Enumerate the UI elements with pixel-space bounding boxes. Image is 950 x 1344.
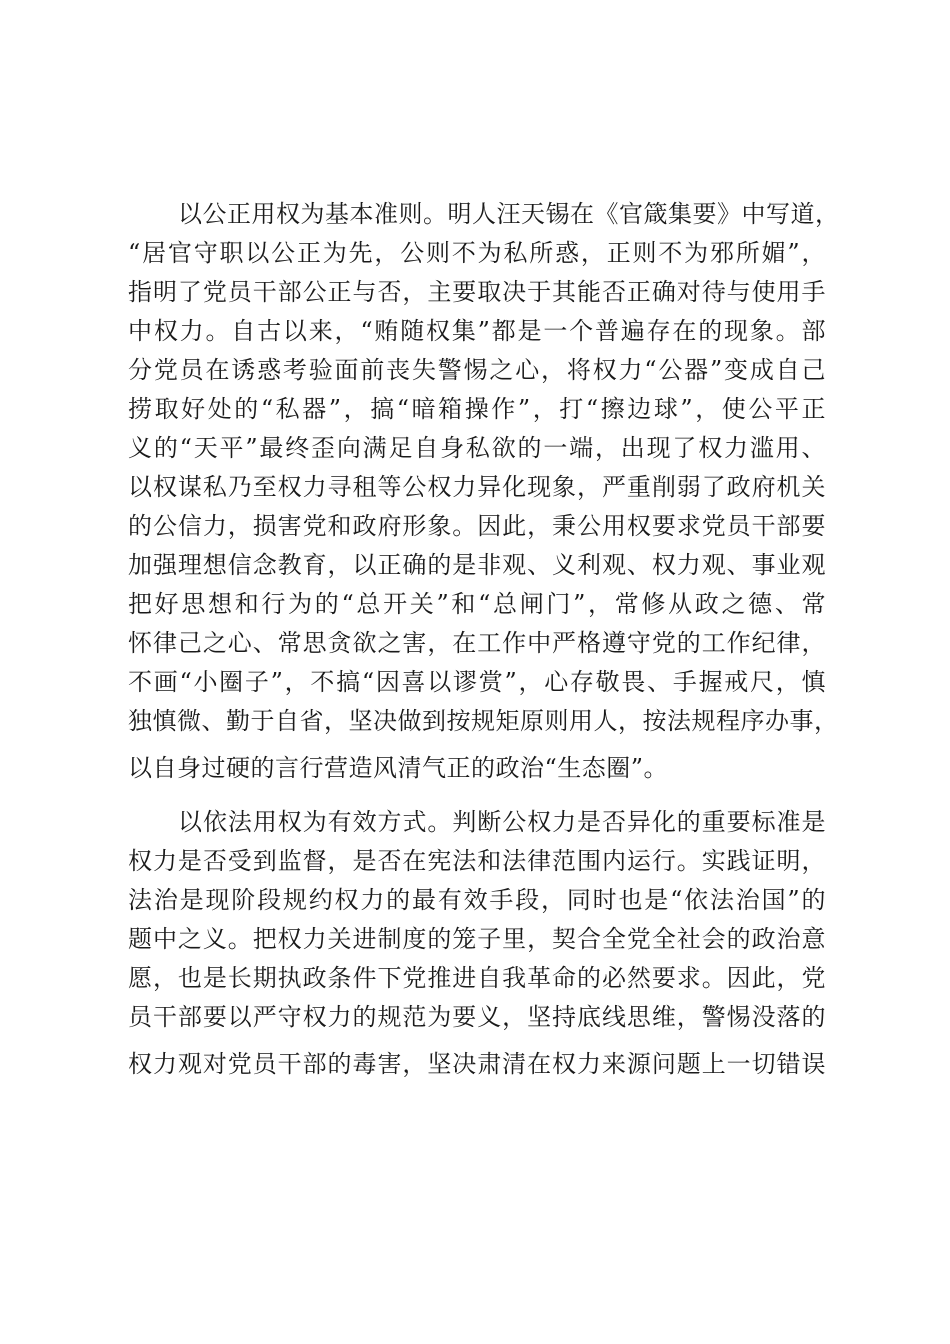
- paragraph-line: 分党员在诱惑考验面前丧失警惕之心，将权力“公器”变成自己: [128, 356, 826, 384]
- paragraph-line: 以权谋私乃至权力寻租等公权力异化现象，严重削弱了政府机关: [128, 473, 826, 501]
- paragraph-line: 权力观对党员干部的毒害，坚决肃清在权力来源问题上一切错误: [128, 1050, 826, 1078]
- paragraph-line: 中权力。自古以来，“贿随权集”都是一个普遍存在的现象。部: [128, 317, 826, 345]
- paragraph-line: 独慎微、勤于自省，坚决做到按规矩原则用人，按法规程序办事，: [128, 707, 839, 735]
- paragraph-line: 以依法用权为有效方式。判断公权力是否异化的重要标准是: [178, 808, 826, 836]
- paragraph-line: 把好思想和行为的“总开关”和“总闸门”，常修从政之德、常: [128, 590, 826, 618]
- paragraph-line: 法治是现阶段规约权力的最有效手段，同时也是“依法治国”的: [128, 886, 826, 914]
- paragraph-line: 不画“小圈子”，不搞“因喜以谬赏”，心存敬畏、手握戒尺，慎: [128, 668, 826, 696]
- paragraph-line: 以公正用权为基本准则。明人汪天锡在《官箴集要》中写道，: [178, 200, 840, 228]
- paragraph-line: 以自身过硬的言行营造风清气正的政治“生态圈”。: [128, 754, 669, 782]
- paragraph-line: 捞取好处的“私器”，搞“暗箱操作”，打“擦边球”，使公平正: [128, 395, 826, 423]
- paragraph-line: 指明了党员干部公正与否，主要取决于其能否正确对待与使用手: [128, 278, 826, 306]
- paragraph-line: 题中之义。把权力关进制度的笼子里，契合全党全社会的政治意: [128, 925, 826, 953]
- paragraph-line: 员干部要以严守权力的规范为要义，坚持底线思维，警惕没落的: [128, 1003, 826, 1031]
- paragraph-line: 愿，也是长期执政条件下党推进自我革命的必然要求。因此，党: [128, 964, 826, 992]
- paragraph-line: 的公信力，损害党和政府形象。因此，秉公用权要求党员干部要: [128, 512, 826, 540]
- paragraph-line: 义的“天平”最终歪向满足自身私欲的一端，出现了权力滥用、: [128, 434, 826, 462]
- paragraph-line: 怀律己之心、常思贪欲之害，在工作中严格遵守党的工作纪律，: [128, 629, 826, 657]
- paragraph-line: 加强理想信念教育，以正确的是非观、义利观、权力观、事业观: [128, 551, 826, 579]
- paragraph-line: “居官守职以公正为先，公则不为私所惑，正则不为邪所媚”，: [128, 239, 826, 267]
- paragraph-line: 权力是否受到监督，是否在宪法和法律范围内运行。实践证明，: [128, 847, 826, 875]
